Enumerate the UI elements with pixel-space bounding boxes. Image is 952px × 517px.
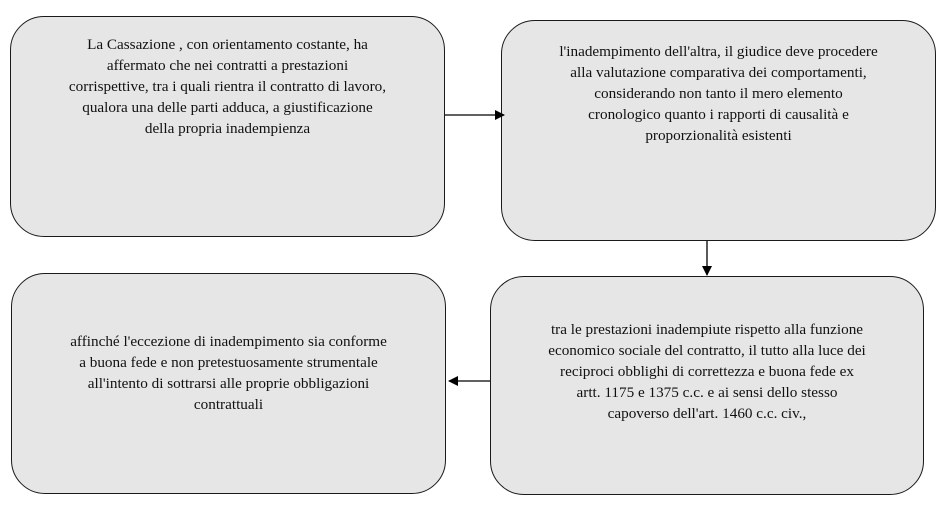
flow-box-3	[490, 276, 924, 495]
flow-box-2-text: l'inadempimento dell'altra, il giudice deve procedere alla valutazione comparativa dei comportamenti, considerando non tanto il mero elemento cronologico quanto i rapporti di causalità e proporzionalità esistenti	[559, 43, 878, 144]
flow-box-2	[501, 20, 936, 241]
flow-box-3-text: tra le prestazioni inadempiute rispetto alla funzione economico sociale del contratto, il tutto alla luce dei reciproci obblighi di correttezza e buona fede ex artt. 1175 e 1375 c.c. e ai sensi dello stesso capoverso dell'art. 1460 c.c. civ.,	[548, 321, 866, 422]
flow-box-4-text: affinché l'eccezione di inadempimento sia conforme a buona fede e non pretestuosamente strumentale all'intento di sottrarsi alle proprie obbligazioni contrattuali	[70, 333, 387, 413]
flow-box-4	[11, 273, 446, 494]
flow-box-1-text: La Cassazione , con orientamento costante, ha affermato che nei contratti a prestazioni corrispettive, tra i quali rientra il contratto di lavoro, qualora una delle parti adduca, a giustificazione della propria inadempienza	[68, 36, 387, 137]
flow-box-1	[10, 16, 445, 237]
